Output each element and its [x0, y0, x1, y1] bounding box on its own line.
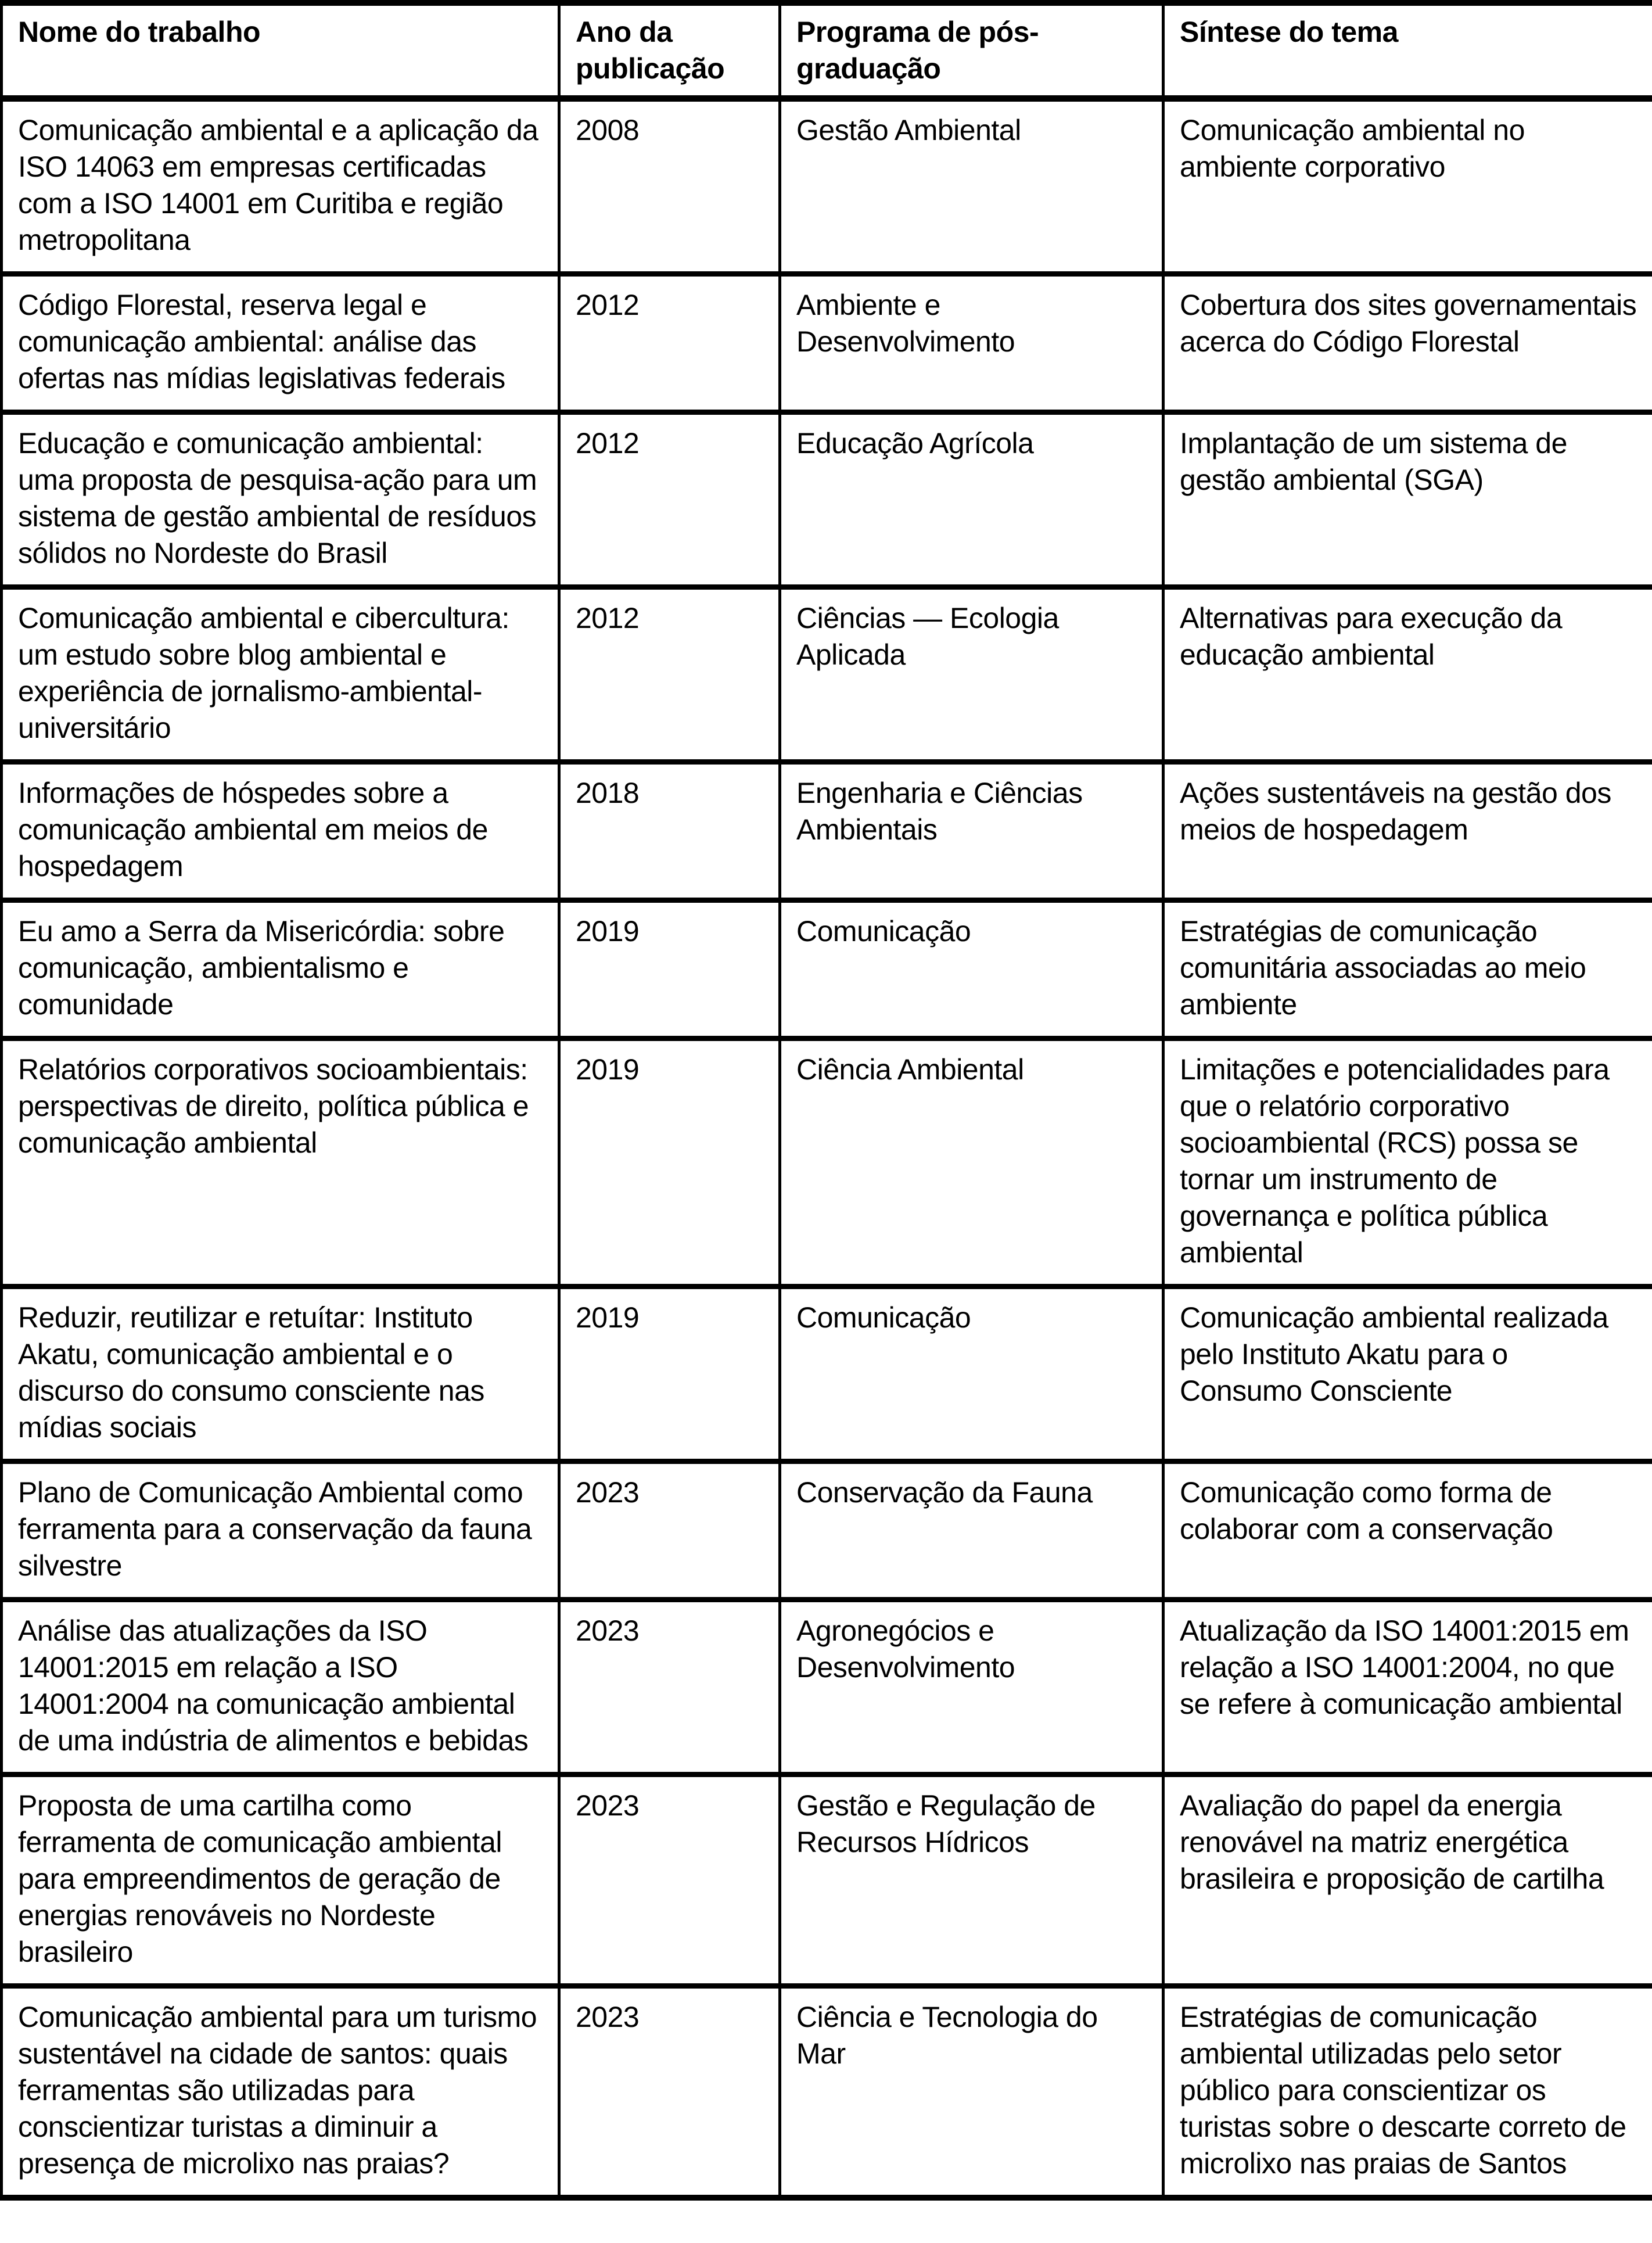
cell-ano: 2008 [559, 99, 780, 274]
cell-nome: Reduzir, reutilizar e retuítar: Instituto Akatu, comunicação ambiental e o discurso do consumo consciente nas mídias sociais [2, 1287, 559, 1462]
cell-sintese: Estratégias de comunicação ambiental utilizadas pelo setor público para conscientizar os turistas sobre o descarte correto de microlixo nas praias de Santos [1163, 1986, 1652, 2198]
table-row [2, 1462, 1652, 1600]
table-row [2, 1986, 1652, 2198]
cell-programa: Gestão Ambiental [780, 99, 1163, 274]
cell-ano: 2023 [559, 1986, 780, 2198]
cell-ano: 2012 [559, 587, 780, 762]
cell-programa: Ciência Ambiental [780, 1039, 1163, 1287]
cell-ano: 2023 [559, 1462, 780, 1600]
column-header-programa-de-pos-graduacao: Programa de pós-graduação [780, 3, 1163, 99]
cell-nome: Relatórios corporativos socioambientais: perspectivas de direito, política pública e comunicação ambiental [2, 1039, 559, 1287]
cell-sintese: Estratégias de comunicação comunitária associadas ao meio ambiente [1163, 900, 1652, 1039]
cell-sintese: Avaliação do papel da energia renovável na matriz energética brasileira e proposição de cartilha [1163, 1775, 1652, 1986]
table-row [2, 99, 1652, 274]
cell-programa: Ciência e Tecnologia do Mar [780, 1986, 1163, 2198]
table-row [2, 1775, 1652, 1986]
cell-ano: 2019 [559, 1287, 780, 1462]
cell-sintese: Implantação de um sistema de gestão ambiental (SGA) [1163, 412, 1652, 587]
cell-sintese: Cobertura dos sites governamentais acerca do Código Florestal [1163, 274, 1652, 412]
column-header-ano-da-publicacao: Ano da publicação [559, 3, 780, 99]
cell-programa: Gestão e Regulação de Recursos Hídricos [780, 1775, 1163, 1986]
cell-programa: Conservação da Fauna [780, 1462, 1163, 1600]
column-header-nome-do-trabalho: Nome do trabalho [2, 3, 559, 99]
cell-nome: Eu amo a Serra da Misericórdia: sobre comunicação, ambientalismo e comunidade [2, 900, 559, 1039]
cell-ano: 2023 [559, 1775, 780, 1986]
table-row [2, 762, 1652, 900]
table-row [2, 1600, 1652, 1775]
cell-programa: Ambiente e Desenvolvimento [780, 274, 1163, 412]
cell-programa: Agronegócios e Desenvolvimento [780, 1600, 1163, 1775]
table-header [2, 3, 1652, 99]
table-row [2, 412, 1652, 587]
column-header-sintese-do-tema: Síntese do tema [1163, 3, 1652, 99]
cell-nome: Análise das atualizações da ISO 14001:2015 em relação a ISO 14001:2004 na comunicação ambiental de uma indústria de alimentos e bebidas [2, 1600, 559, 1775]
header-row [2, 3, 1652, 99]
table-row [2, 1039, 1652, 1287]
table-body [2, 99, 1652, 2198]
cell-programa: Ciências — Ecologia Aplicada [780, 587, 1163, 762]
cell-ano: 2023 [559, 1600, 780, 1775]
table-row [2, 900, 1652, 1039]
table-row [2, 274, 1652, 412]
cell-sintese: Limitações e potencialidades para que o relatório corporativo socioambiental (RCS) possa se tornar um instrumento de governança e política pública ambiental [1163, 1039, 1652, 1287]
cell-programa: Engenharia e Ciências Ambientais [780, 762, 1163, 900]
cell-sintese: Comunicação ambiental realizada pelo Instituto Akatu para o Consumo Consciente [1163, 1287, 1652, 1462]
cell-ano: 2012 [559, 412, 780, 587]
cell-nome: Código Florestal, reserva legal e comunicação ambiental: análise das ofertas nas mídias legislativas federais [2, 274, 559, 412]
cell-nome: Informações de hóspedes sobre a comunicação ambiental em meios de hospedagem [2, 762, 559, 900]
cell-sintese: Ações sustentáveis na gestão dos meios de hospedagem [1163, 762, 1652, 900]
cell-nome: Comunicação ambiental e a aplicação da ISO 14063 em empresas certificadas com a ISO 14001 em Curitiba e região metropolitana [2, 99, 559, 274]
cell-nome: Comunicação ambiental e cibercultura: um estudo sobre blog ambiental e experiência de jornalismo-ambiental-universitário [2, 587, 559, 762]
cell-nome: Comunicação ambiental para um turismo sustentável na cidade de santos: quais ferramentas são utilizadas para conscientizar turistas a diminuir a presença de microlixo nas praias? [2, 1986, 559, 2198]
cell-sintese: Alternativas para execução da educação ambiental [1163, 587, 1652, 762]
cell-nome: Plano de Comunicação Ambiental como ferramenta para a conservação da fauna silvestre [2, 1462, 559, 1600]
cell-sintese: Comunicação como forma de colaborar com a conservação [1163, 1462, 1652, 1600]
cell-ano: 2019 [559, 1039, 780, 1287]
table-row [2, 1287, 1652, 1462]
cell-programa: Comunicação [780, 900, 1163, 1039]
cell-nome: Educação e comunicação ambiental: uma proposta de pesquisa-ação para um sistema de gestão ambiental de resíduos sólidos no Nordeste do Brasil [2, 412, 559, 587]
cell-programa: Educação Agrícola [780, 412, 1163, 587]
cell-sintese: Atualização da ISO 14001:2015 em relação a ISO 14001:2004, no que se refere à comunicação ambiental [1163, 1600, 1652, 1775]
cell-ano: 2012 [559, 274, 780, 412]
cell-ano: 2019 [559, 900, 780, 1039]
cell-nome: Proposta de uma cartilha como ferramenta de comunicação ambiental para empreendimentos de geração de energias renováveis no Nordeste brasileiro [2, 1775, 559, 1986]
cell-programa: Comunicação [780, 1287, 1163, 1462]
table-row [2, 587, 1652, 762]
cell-sintese: Comunicação ambiental no ambiente corporativo [1163, 99, 1652, 274]
cell-ano: 2018 [559, 762, 780, 900]
